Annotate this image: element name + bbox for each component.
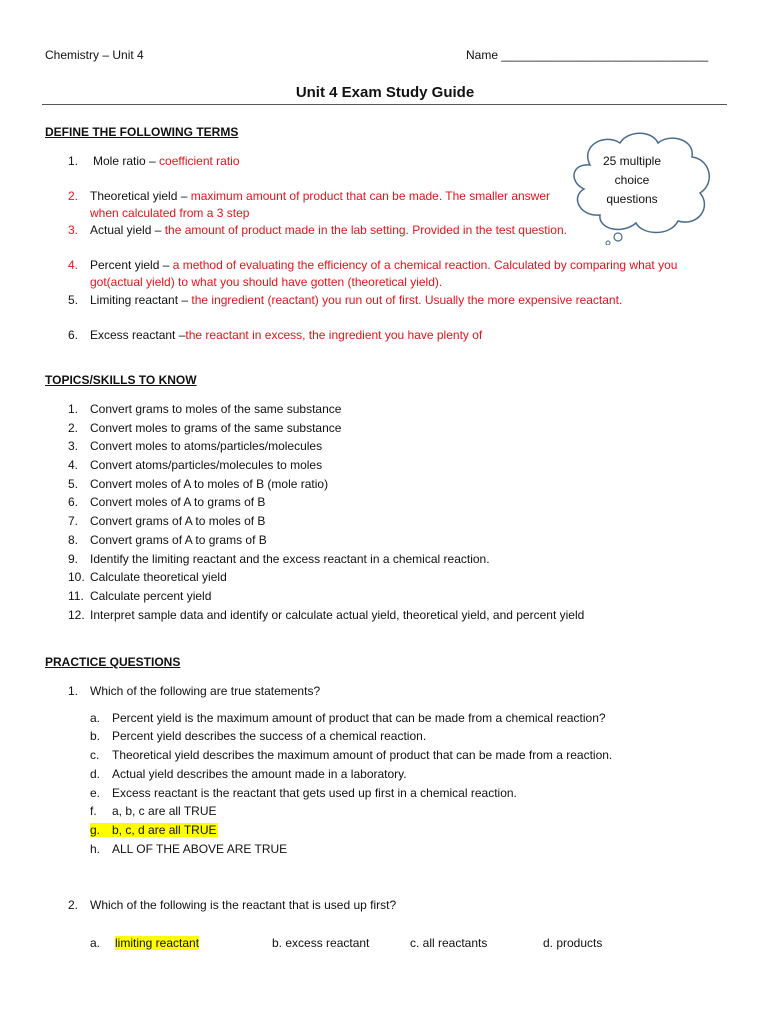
term-item-4-cont: got(actual yield) to what you should have gotten (theoretical yield). bbox=[90, 275, 443, 289]
topic-item: 10. Calculate theoretical yield bbox=[68, 570, 227, 584]
topic-item: 6. Convert moles of A to grams of B bbox=[68, 495, 266, 509]
cloud-line-1: 25 multiple bbox=[602, 154, 662, 168]
term-item-4: 4. Percent yield – a method of evaluating the efficiency of a chemical reaction. Calculated by comparing what you bbox=[68, 258, 678, 272]
q1-option-b: b. Percent yield describes the success of a chemical reaction. bbox=[90, 729, 427, 743]
q1-option-e: e. Excess reactant is the reactant that gets used up first in a chemical reaction. bbox=[90, 786, 517, 800]
q2-option-c: c. all reactants bbox=[410, 936, 488, 950]
cloud-line-2: choice bbox=[614, 173, 650, 187]
q1-option-c: c. Theoretical yield describes the maximum amount of product that can be made from a reaction. bbox=[90, 748, 613, 762]
question-2: 2. Which of the following is the reactant that is used up first? bbox=[68, 898, 397, 912]
topic-item: 12. Interpret sample data and identify or calculate actual yield, theoretical yield, and percent yield bbox=[68, 608, 585, 622]
topic-item: 11. Calculate percent yield bbox=[68, 589, 212, 603]
q1-option-h: h. ALL OF THE ABOVE ARE TRUE bbox=[90, 842, 288, 856]
q1-option-d: d. Actual yield describes the amount made in a laboratory. bbox=[90, 767, 407, 781]
term-item-1: 1. Mole ratio – coefficient ratio bbox=[68, 154, 240, 168]
topic-item: 1. Convert grams to moles of the same substance bbox=[68, 402, 342, 416]
term-item-2-cont: when calculated from a 3 step bbox=[90, 206, 250, 220]
topics-heading: TOPICS/SKILLS TO KNOW bbox=[45, 373, 197, 387]
terms-heading: DEFINE THE FOLLOWING TERMS bbox=[45, 125, 239, 139]
topic-item: 8. Convert grams of A to grams of B bbox=[68, 533, 267, 547]
q1-option-g-highlighted: g. b, c, d are all TRUE bbox=[90, 823, 217, 837]
course-label: Chemistry – Unit 4 bbox=[45, 48, 144, 62]
topic-item: 9. Identify the limiting reactant and the excess reactant in a chemical reaction. bbox=[68, 552, 490, 566]
topic-item: 3. Convert moles to atoms/particles/molecules bbox=[68, 439, 323, 453]
term-item-6: 6. Excess reactant –the reactant in excess, the ingredient you have plenty of bbox=[68, 328, 483, 342]
q2-option-d: d. products bbox=[543, 936, 603, 950]
topic-item: 4. Convert atoms/particles/molecules to moles bbox=[68, 458, 323, 472]
topic-item: 2. Convert moles to grams of the same substance bbox=[68, 421, 342, 435]
cloud-line-3: questions bbox=[606, 192, 658, 206]
name-field: Name _______________________________ bbox=[466, 48, 709, 62]
term-item-3: 3. Actual yield – the amount of product made in the lab setting. Provided in the test question. bbox=[68, 223, 567, 237]
q2-option-a-highlighted: limiting reactant bbox=[115, 936, 200, 950]
topic-item: 5. Convert moles of A to moles of B (mole ratio) bbox=[68, 477, 329, 491]
practice-heading: PRACTICE QUESTIONS bbox=[45, 655, 181, 669]
q1-option-f: f. a, b, c are all TRUE bbox=[90, 804, 217, 818]
term-item-2: 2. Theoretical yield – maximum amount of product that can be made. The smaller answer bbox=[68, 189, 550, 203]
title-rule bbox=[42, 104, 727, 105]
q2-option-b: b. excess reactant bbox=[272, 936, 370, 950]
q1-option-a: a. Percent yield is the maximum amount of product that can be made from a chemical reaction? bbox=[90, 711, 606, 725]
question-1: 1. Which of the following are true statements? bbox=[68, 684, 321, 698]
q2-option-a-letter: a. bbox=[90, 936, 101, 950]
page-title: Unit 4 Exam Study Guide bbox=[295, 84, 475, 101]
term-item-5: 5. Limiting reactant – the ingredient (reactant) you run out of first. Usually the more expensive reactant. bbox=[68, 293, 623, 307]
topic-item: 7. Convert grams of A to moles of B bbox=[68, 514, 266, 528]
